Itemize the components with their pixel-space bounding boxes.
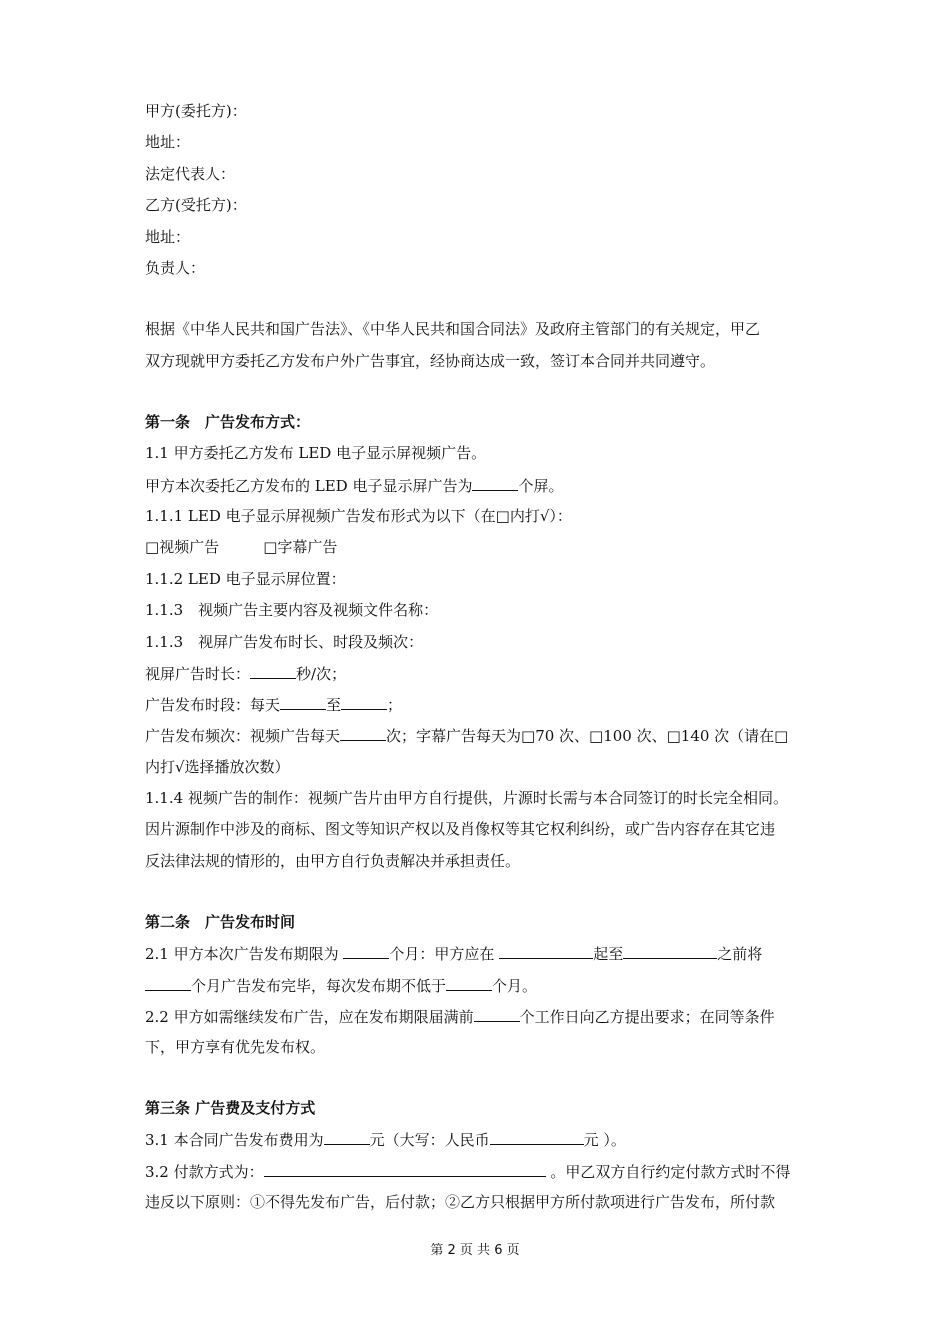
video-ad-checkbox: □视频广告 bbox=[145, 538, 220, 556]
blank-field bbox=[264, 1161, 546, 1177]
preamble-line-2: 双方现就甲方委托乙方发布户外广告事宜，经协商达成一致，签订本合同并共同遵守。 bbox=[145, 352, 716, 370]
article-1-line: 1.1.2 LED 电子显示屏位置： bbox=[145, 570, 346, 588]
blank-field bbox=[623, 943, 717, 959]
preamble-line-1: 根据《中华人民共和国广告法》、《中华人民共和国合同法》及政府主管部门的有关规定，甲乙 bbox=[145, 320, 761, 338]
article-1-line: 广告发布频次：视频广告每天 次；字幕广告每天为□70 次、□100 次、□140 次（请在□ bbox=[145, 727, 789, 745]
article-1-checkbox-row bbox=[145, 537, 810, 557]
article-1-line: 因片源制作中涉及的商标、图文等知识产权以及肖像权等其它权利纠纷，或广告内容存在其它违 bbox=[145, 820, 776, 838]
article-1-line: 1.1 甲方委托乙方发布 LED 电子显示屏视频广告。 bbox=[145, 444, 487, 462]
blank-field bbox=[474, 1006, 520, 1022]
article-2-line: 个月广告发布完毕，每次发布期不低于 个月。 bbox=[145, 975, 810, 996]
article-1-heading: 第一条 广告发布方式： bbox=[145, 413, 311, 431]
article-2-heading: 第二条 广告发布时间 bbox=[145, 913, 296, 931]
article-1-line: 1.1.3 视频广告主要内容及视频文件名称： bbox=[145, 601, 439, 619]
blank-field bbox=[280, 694, 326, 710]
article-1-line: 1.1.3 视屏广告发布时长、时段及频次： bbox=[145, 633, 424, 651]
blank-field bbox=[250, 663, 296, 679]
party-b-address: 地址： bbox=[145, 228, 191, 246]
party-a-address: 地址： bbox=[145, 133, 191, 151]
article-3-line: 3.2 付款方式为： 。甲乙双方自行约定付款方式时不得 bbox=[145, 1163, 791, 1181]
article-2-line: 2.1 甲方本次广告发布期限为 个月：甲方应在 起至 之前将 bbox=[145, 945, 763, 963]
article-3-line: 3.1 本合同广告发布费用为 元（大写：人民币 元 ）。 bbox=[145, 1131, 626, 1149]
blank-field bbox=[499, 943, 593, 959]
blank-field bbox=[446, 975, 492, 991]
person-in-charge: 负责人： bbox=[145, 259, 206, 277]
blank-field bbox=[324, 1129, 370, 1145]
page-number-footer: 第 2 页 共 6 页 bbox=[430, 1243, 520, 1258]
blank-field bbox=[341, 694, 387, 710]
article-1-line: 反法律法规的情形的，由甲方自行负责解决并承担责任。 bbox=[145, 852, 521, 870]
article-1-line: 内打√选择播放次数） bbox=[145, 758, 290, 776]
article-1-line: 1.1.4 视频广告的制作：视频广告片由甲方自行提供，片源时长需与本合同签订的时长完全相同。 bbox=[145, 789, 788, 807]
party-a-label: 甲方(委托方)： bbox=[145, 102, 247, 120]
caption-ad-checkbox: □字幕广告 bbox=[263, 538, 338, 556]
article-1-line: 甲方本次委托乙方发布的 LED 电子显示屏广告为 个屏。 bbox=[145, 477, 564, 495]
blank-field bbox=[340, 725, 386, 741]
article-1-line: 视屏广告时长： 秒/次； bbox=[145, 665, 347, 683]
article-2-line: 下，甲方享有优先发布权。 bbox=[145, 1038, 326, 1056]
article-3-line: 违反以下原则：①不得先发布广告，后付款；②乙方只根据甲方所付款项进行广告发布，所付款 bbox=[145, 1193, 776, 1211]
blank-field bbox=[490, 1129, 584, 1145]
blank-field bbox=[472, 475, 518, 491]
article-2-line: 2.2 甲方如需继续发布广告，应在发布期限届满前 个工作日向乙方提出要求；在同等条件 bbox=[145, 1008, 775, 1026]
article-1-line: 广告发布时段：每天 至 ； bbox=[145, 696, 403, 714]
blank-field bbox=[145, 975, 191, 991]
legal-representative: 法定代表人： bbox=[145, 165, 236, 183]
article-1-line: 1.1.1 LED 电子显示屏视频广告发布形式为以下（在□内打√）： bbox=[145, 507, 572, 525]
party-b-label: 乙方(受托方)： bbox=[145, 196, 247, 214]
blank-field bbox=[343, 943, 389, 959]
article-3-heading: 第三条 广告费及支付方式 bbox=[145, 1099, 316, 1117]
